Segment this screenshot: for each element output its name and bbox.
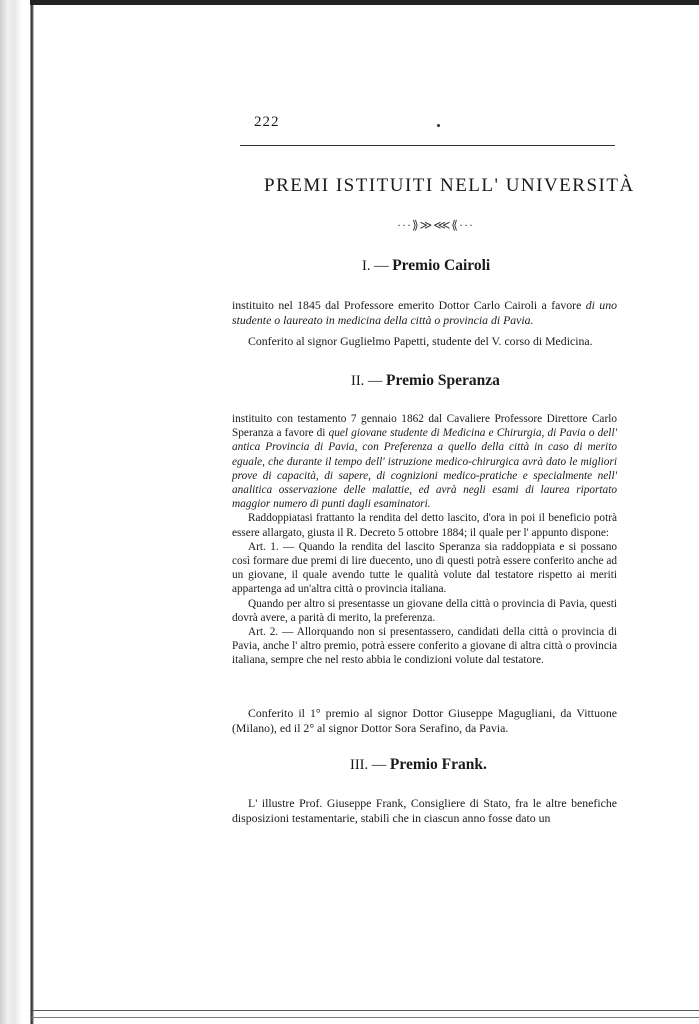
text-span: instituito nel 1845 dal Professore emerito Dottor Carlo Cairoli a favore (232, 298, 586, 312)
italic-span: quel giovane studente di Medicina e Chirurgia, di Pavia o dell' antica Provincia di Pavia, con Preferenza a quello della città in caso di merito eguale, che durante il tempo dell' istruzione medico-chirurgica avrà dato le migliori prove di capacità, di sapere, di cognizioni medico-pratiche e specialmente nell' analitica osservazione delle malattie, ed avrà negli esami di laurea riportato maggior numero di punti dagli esaminatori. (232, 427, 617, 511)
article-2: Art. 2. — Allorquando non si presentassero, candidati della città o provincia di Pavia, anche l' altro premio, potrà essere conferito a giovane di altra città o provincia italiana, sempre che nel resto abbia le condizioni volute dal testatore. (232, 626, 617, 667)
section-name: Premio Frank. (389, 756, 487, 773)
frank-text (232, 796, 617, 826)
page-title: PREMI ISTITUITI NELL' UNIVERSITÀ (264, 175, 635, 196)
section-number: II. — (351, 373, 383, 389)
title-ornament: ···⟫≫⋘⟪··· (397, 218, 474, 232)
section-heading-speranza (351, 372, 500, 390)
award-paragraph: Conferito al signor Guglielmo Papetti, studente del V. corso di Medicina. (248, 334, 593, 348)
section-number: III. — (350, 757, 387, 773)
italic-span: di uno studente o laureato in medicina della città o provincia di Pavia. (232, 298, 617, 327)
book-binding-edge (0, 0, 34, 1024)
print-speck (437, 124, 440, 127)
section-heading-cairoli (362, 257, 490, 275)
speranza-award (232, 706, 617, 736)
frank-paragraph: L' illustre Prof. Giuseppe Frank, Consigliere di Stato, fra le altre benefiche disposizioni testamentarie, stabilì che in ciascun anno fosse dato un (232, 796, 617, 825)
speranza-text (232, 412, 617, 668)
scan-top-border (30, 0, 699, 5)
page-number: 222 (254, 114, 280, 130)
decree-paragraph: Raddoppiatasi frattanto la rendita del detto lascito, d'ora in poi il beneficio potrà essere allargato, giusta il R. Decreto 5 ottobre 1884; il quale per l' appunto dispone: (232, 512, 617, 539)
cairoli-text (232, 298, 617, 328)
section-name: Premio Cairoli (392, 257, 491, 274)
article-1: Art. 1. — Quando la rendita del lascito Speranza sia raddoppiata e si possano così formare due premi di lire duecento, uno di questi potrà essere conferito anche ad un giovane, il quale avendo tutte le qualità volute dal testatore rispetto ai meriti appartenga ad un'altra città o provincia italiana. (232, 540, 617, 596)
header-rule (240, 145, 615, 146)
scan-bottom-border (30, 1010, 699, 1018)
article-1-continued: Quando per altro si presentasse un giovane della città o provincia di Pavia, questi dovrà avere, a parità di merito, la preferenza. (232, 597, 617, 624)
award-paragraph: Conferito il 1° premio al signor Dottor Giuseppe Magugliani, da Vittuone (Milano), ed il 2° al signor Dottor Sora Serafino, da Pavia. (232, 706, 617, 735)
speranza-paragraph (232, 412, 617, 511)
section-number: I. — (362, 258, 389, 274)
section-heading-frank (350, 756, 487, 774)
text-span: instituito con testamento 7 gennaio 1862 dal Cavaliere Professore Direttore Carlo Speranza a favore di (232, 413, 617, 440)
section-name: Premio Speranza (386, 372, 500, 389)
cairoli-award (232, 334, 617, 349)
cairoli-paragraph (232, 298, 617, 328)
